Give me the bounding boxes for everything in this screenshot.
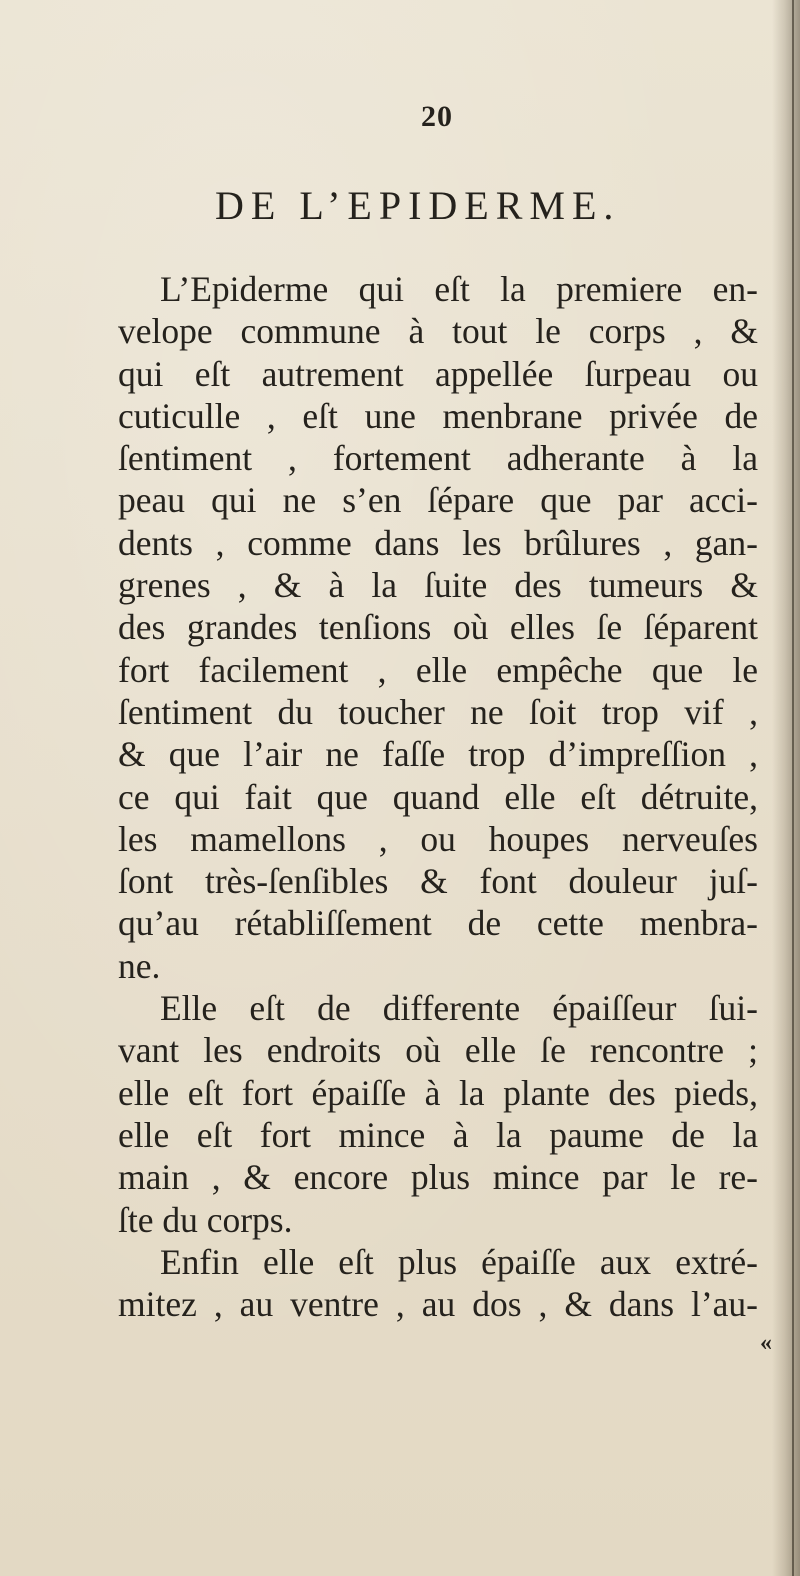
text-line: ne.: [118, 945, 161, 986]
text-line: ce qui fait que quand elle eſt détruite,: [118, 776, 758, 817]
text-line: dents , comme dans les brûlures , gan-: [118, 522, 758, 563]
catchword-mark: «: [760, 1330, 772, 1356]
text-line: mitez , au ventre , au dos , & dans l’au-: [118, 1284, 758, 1325]
text-line: velope commune à tout le corps , &: [118, 311, 758, 352]
text-line: main , & encore plus mince par le re-: [118, 1157, 758, 1198]
text-line: Elle eſt de differente épaiſſeur ſui-: [160, 988, 758, 1029]
text-line: ſont très-ſenſibles & font douleur juſ-: [118, 861, 758, 902]
section-title: DE L’EPIDERME.: [215, 183, 621, 228]
page-edge: [792, 0, 794, 1576]
text-line: qu’au rétabliſſement de cette menbra-: [118, 903, 758, 944]
text-line: fort facilement , elle empêche que le: [118, 649, 758, 690]
text-line: L’Epiderme qui eſt la premiere en-: [160, 269, 758, 309]
text-line: les mamellons , ou houpes nerveuſes: [118, 818, 758, 859]
text-line: grenes , & à la ſuite des tumeurs &: [118, 565, 758, 606]
text-line: & que l’air ne faſſe trop d’impreſſion ,: [118, 734, 758, 775]
body-text: [118, 268, 758, 1325]
text-line: cuticulle , eſt une menbrane privée de: [118, 395, 758, 436]
text-line: elle eſt fort mince à la paume de la: [118, 1114, 758, 1155]
text-line: elle eſt fort épaiſſe à la plante des pieds,: [118, 1072, 758, 1113]
text-line: des grandes tenſions où elles ſe ſéparent: [118, 607, 758, 648]
text-line: peau qui ne s’en ſépare que par acci-: [118, 480, 758, 521]
text-line: ſentiment du toucher ne ſoit trop vif ,: [118, 691, 758, 732]
text-line: Enfin elle eſt plus épaiſſe aux extré-: [160, 1241, 758, 1282]
page-number: 20: [421, 100, 453, 133]
page-gutter-shadow: [772, 0, 800, 1576]
text-line: qui eſt autrement appellée ſurpeau ou: [118, 353, 758, 394]
text-line: ſte du corps.: [118, 1199, 293, 1240]
text-line: ſentiment , fortement adherante à la: [118, 438, 758, 479]
text-line: vant les endroits où elle ſe rencontre ;: [118, 1030, 758, 1071]
